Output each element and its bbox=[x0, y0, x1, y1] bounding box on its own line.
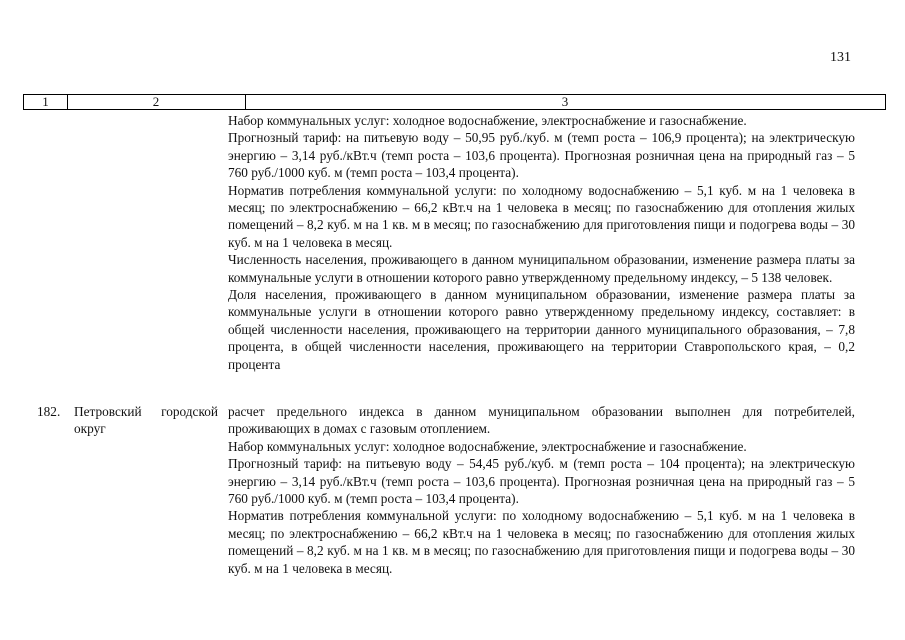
header-col-3: 3 bbox=[561, 94, 569, 109]
previous-entry-details bbox=[228, 112, 855, 373]
table-header bbox=[23, 94, 886, 110]
calculation-note-paragraph: расчет предельного индекса в данном муниципальном образовании выполнен для потребителей, проживающих в домах с газовым отоплением. bbox=[228, 404, 855, 437]
population-share-paragraph: Доля населения, проживающего в данном муниципальном образовании, изменение размера платы за коммунальные услуги в отношении которого равно утвержденному предельному индексу, составляет: в общей численности населения, проживающего на территории данного муниципального образования, – 7,8 процента, в общей численности населения, проживающего на территории Ставропольского края, – 0,2 процента bbox=[228, 287, 855, 372]
tariff-paragraph: Прогнозный тариф: на питьевую воду – 54,45 руб./куб. м (темп роста – 104 процента); на электрическую энергию – 3,14 руб./кВт.ч (темп роста – 103,6 процента). Прогнозная розничная цена на природный газ – 5 760 руб./1000 куб. м (темп роста – 103,4 процента). bbox=[228, 456, 855, 507]
services-set-paragraph: Набор коммунальных услуг: холодное водоснабжение, электроснабжение и газоснабжение. bbox=[228, 438, 747, 454]
page-number: 131 bbox=[830, 50, 851, 65]
tariff-paragraph: Прогнозный тариф: на питьевую воду – 50,95 руб./куб. м (темп роста – 106,9 процента); на электрическую энергию – 3,14 руб./кВт.ч (темп роста – 103,6 процента). Прогнозная розничная цена на природный газ – 5 760 руб./1000 куб. м (темп роста – 103,4 процента). bbox=[228, 130, 855, 181]
consumption-norm-paragraph: Норматив потребления коммунальной услуги: по холодному водоснабжению – 5,1 куб. м на 1 человека в месяц; по электроснабжению – 66,2 кВт.ч на 1 человека в месяц; по газоснабжению для отопления жилых помещений – 8,2 куб. м на 1 кв. м в месяц; по газоснабжению для приготовления пищи и подогрева воды – 30 куб. м на 1 человека в месяц. bbox=[228, 508, 855, 576]
header-col-2: 2 bbox=[67, 95, 246, 109]
municipality-name: Петровский городской округ bbox=[74, 404, 218, 437]
consumption-norm-paragraph: Норматив потребления коммунальной услуги: по холодному водоснабжению – 5,1 куб. м на 1 человека в месяц; по электроснабжению – 66,2 кВт.ч на 1 человека в месяц; по газоснабжению для отопления жилых помещений – 8,2 куб. м на 1 кв. м в месяц; по газоснабжению для приготовления пищи и подогрева воды – 30 куб. м на 1 человека в месяц. bbox=[228, 182, 855, 250]
population-paragraph: Численность населения, проживающего в данном муниципальном образовании, изменение размера платы за коммунальные услуги в отношении которого равно утвержденному предельному индексу, – 5 138 человек. bbox=[228, 252, 855, 285]
header-col-1: 1 bbox=[24, 95, 68, 109]
entry-number: 182. bbox=[37, 404, 61, 419]
entry-182-details bbox=[228, 403, 855, 577]
services-set-paragraph: Набор коммунальных услуг: холодное водоснабжение, электроснабжение и газоснабжение. bbox=[228, 113, 747, 128]
